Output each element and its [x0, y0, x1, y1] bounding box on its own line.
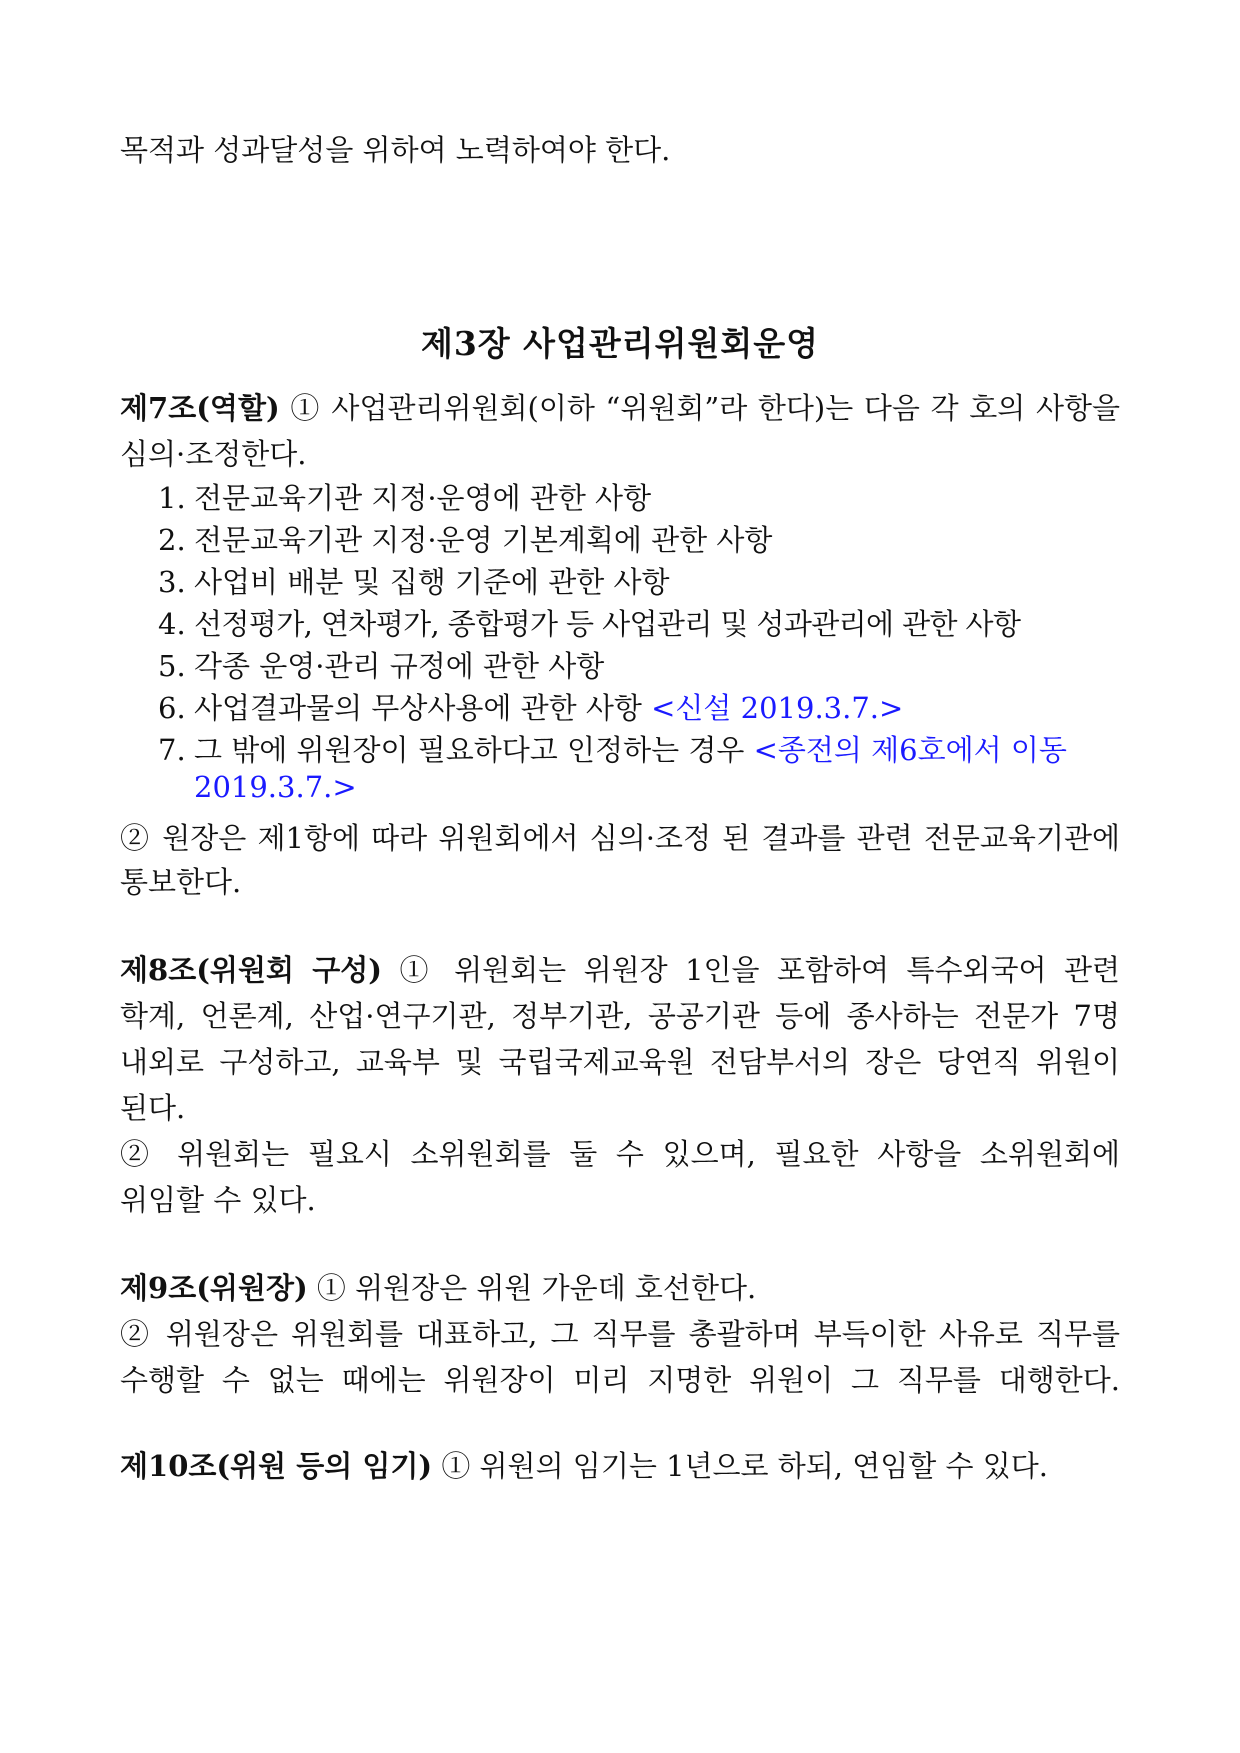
article7-p1-text: ① 사업관리위원회(이하 “위원회”라 한다)는 다음 각 호의 사항을	[290, 391, 1120, 425]
article7-item-6	[158, 686, 903, 727]
article8-line4: 된다.	[120, 1091, 186, 1125]
item-text: 전문교육기관 지정·운영에 관한 사항	[194, 481, 652, 515]
article7-item-4	[158, 602, 1020, 643]
article9-line1	[120, 1266, 756, 1307]
item-number: 5.	[158, 649, 186, 683]
item-number: 2.	[158, 523, 186, 557]
article7-item-2	[158, 518, 772, 559]
item-number: 3.	[158, 565, 186, 599]
article7-paragraph2-line2: 통보한다.	[120, 865, 242, 899]
item-text: 선정평가, 연차평가, 종합평가 등 사업관리 및 성과관리에 관한 사항	[194, 607, 1021, 641]
item-text: 각종 운영·관리 규정에 관한 사항	[194, 649, 605, 683]
article8-line3: 내외로 구성하고, 교육부 및 국립국제교육원 전담부서의 장은 당연직 위원이	[120, 1045, 1120, 1079]
article7-heading: 제7조(역할)	[120, 391, 280, 425]
item-number: 1.	[158, 481, 186, 515]
article9-heading: 제9조(위원장)	[120, 1271, 308, 1305]
article8-line5: ② 위원회는 필요시 소위원회를 둘 수 있으며, 필요한 사항을 소위원회에	[120, 1137, 1120, 1171]
article8-line1	[120, 948, 1120, 989]
article7-paragraph1-line2: 심의·조정한다.	[120, 437, 307, 471]
chapter-title: 제3장 사업관리위원회운영	[420, 324, 820, 363]
item-text: 사업결과물의 무상사용에 관한 사항	[194, 691, 642, 725]
item-number: 4.	[158, 607, 186, 641]
article8-line6: 위임할 수 있다.	[120, 1183, 316, 1217]
item-text: 사업비 배분 및 집행 기준에 관한 사항	[194, 565, 670, 599]
article9-line2: ② 위원장은 위원회를 대표하고, 그 직무를 총괄하며 부득이한 사유로 직무를	[120, 1317, 1120, 1351]
article8-line2: 학계, 언론계, 산업·연구기관, 정부기관, 공공기관 등에 종사하는 전문가 7명	[120, 999, 1120, 1033]
article9-text: ① 위원장은 위원 가운데 호선한다.	[316, 1271, 757, 1305]
article7-paragraph2-line1: ② 원장은 제1항에 따라 위원회에서 심의·조정 된 결과를 관련 전문교육기관에	[120, 821, 1120, 855]
article8-heading: 제8조(위원회 구성)	[120, 953, 383, 987]
amendment-note: <신설 2019.3.7.>	[651, 691, 904, 725]
item-number: 7.	[158, 733, 186, 767]
article7-paragraph1-line1	[120, 386, 1120, 427]
article10-heading: 제10조(위원 등의 임기)	[120, 1449, 433, 1483]
article10-line1	[120, 1444, 1048, 1485]
article7-item-5	[158, 644, 604, 685]
item-number: 6.	[158, 691, 186, 725]
article7-item-7	[158, 728, 1067, 769]
amendment-note-continued: 2019.3.7.>	[194, 770, 357, 804]
article7-item-3	[158, 560, 670, 601]
amendment-note: <종전의 제6호에서 이동	[753, 733, 1067, 767]
item-text: 전문교육기관 지정·운영 기본계획에 관한 사항	[194, 523, 773, 557]
continued-text-line: 목적과 성과달성을 위하여 노력하여야 한다.	[120, 133, 671, 167]
article10-text: ① 위원의 임기는 1년으로 하되, 연임할 수 있다.	[441, 1449, 1048, 1483]
item-text: 그 밖에 위원장이 필요하다고 인정하는 경우	[194, 733, 745, 767]
article9-line3: 수행할 수 없는 때에는 위원장이 미리 지명한 위원이 그 직무를 대행한다.	[120, 1363, 1120, 1397]
article7-item-1	[158, 476, 651, 517]
article8-text: ① 위원회는 위원장 1인을 포함하여 특수외국어 관련	[399, 953, 1120, 987]
